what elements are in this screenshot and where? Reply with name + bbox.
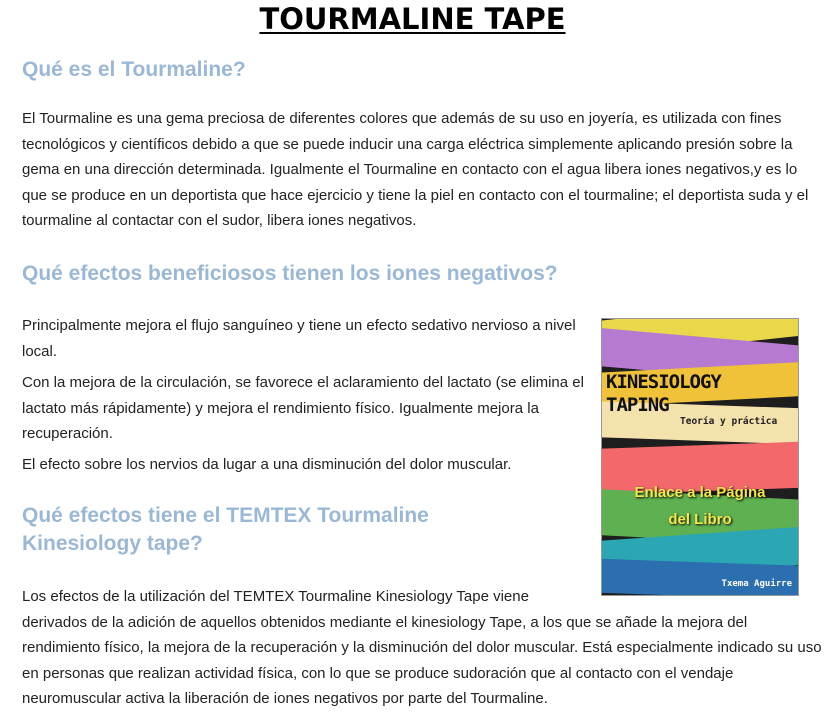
paragraph-que-es: El Tourmaline es una gema preciosa de diferentes colores que además de su uso en joyería, es utilizada con fines tecnológicos y científicos debido a que se puede inducir una carga eléctrica simplemente aplicando presión sobre la gema en una dirección determinada. Igualmente el Tourmaline en contacto con el agua libera iones negativos,y es lo que se produce en un deportista que hace ejercicio y tiene la piel en contacto con el tourmaline; el deportista suda y el tourmaline al contactar con el sudor, libera iones negativos. [22, 110, 809, 229]
heading-que-es: Qué es el Tourmaline? [22, 58, 246, 81]
book-author: Txema Aguirre [721, 579, 792, 589]
paragraph-temtex [22, 584, 822, 712]
heading-temtex: Qué efectos tiene el TEMTEX Tourmaline Kinesiology tape? [22, 504, 429, 555]
book-subtitle: Teoría y práctica [680, 416, 778, 427]
page-title: TOURMALINE TAPE [259, 2, 566, 36]
book-title: KINESIOLOGY TAPING [606, 371, 721, 416]
paragraph-temtex-rest: derivados de la adición de aquellos obtenidos mediante el kinesiology Tape, a los que se añade la mejora del rendimiento físico, la mejora de la recuperación y la disminución del dolor muscular. Está especialmente indicado su uso en personas que realizan actividad física, con lo que se produce sudoración que al contacto con el vendaje neuromuscular activa la liberación de iones negativos por parte del Tourmaline. [22, 613, 822, 707]
paragraph-efectos-1: Principalmente mejora el flujo sanguíneo y tiene un efecto sedativo nervioso a nivel local. [22, 317, 576, 360]
tape-band [601, 558, 799, 596]
heading-efectos: Qué efectos beneficiosos tienen los iones negativos? [22, 262, 558, 285]
paragraph-efectos-2: Con la mejora de la circulación, se favorece el aclaramiento del lactato (se elimina el lactato más rápidamente) y mejora el rendimiento físico. Igualmente mejora la recuperación. [22, 374, 584, 442]
book-cover-link[interactable] [601, 318, 799, 596]
paragraph-efectos-3: El efecto sobre los nervios da lugar a una disminución del dolor muscular. [22, 456, 512, 473]
paragraph-temtex-line1: Los efectos de la utilización del TEMTEX Tourmaline Kinesiology Tape viene [22, 588, 529, 605]
book-link-text[interactable]: Enlace a la Página del Libro [634, 484, 766, 528]
